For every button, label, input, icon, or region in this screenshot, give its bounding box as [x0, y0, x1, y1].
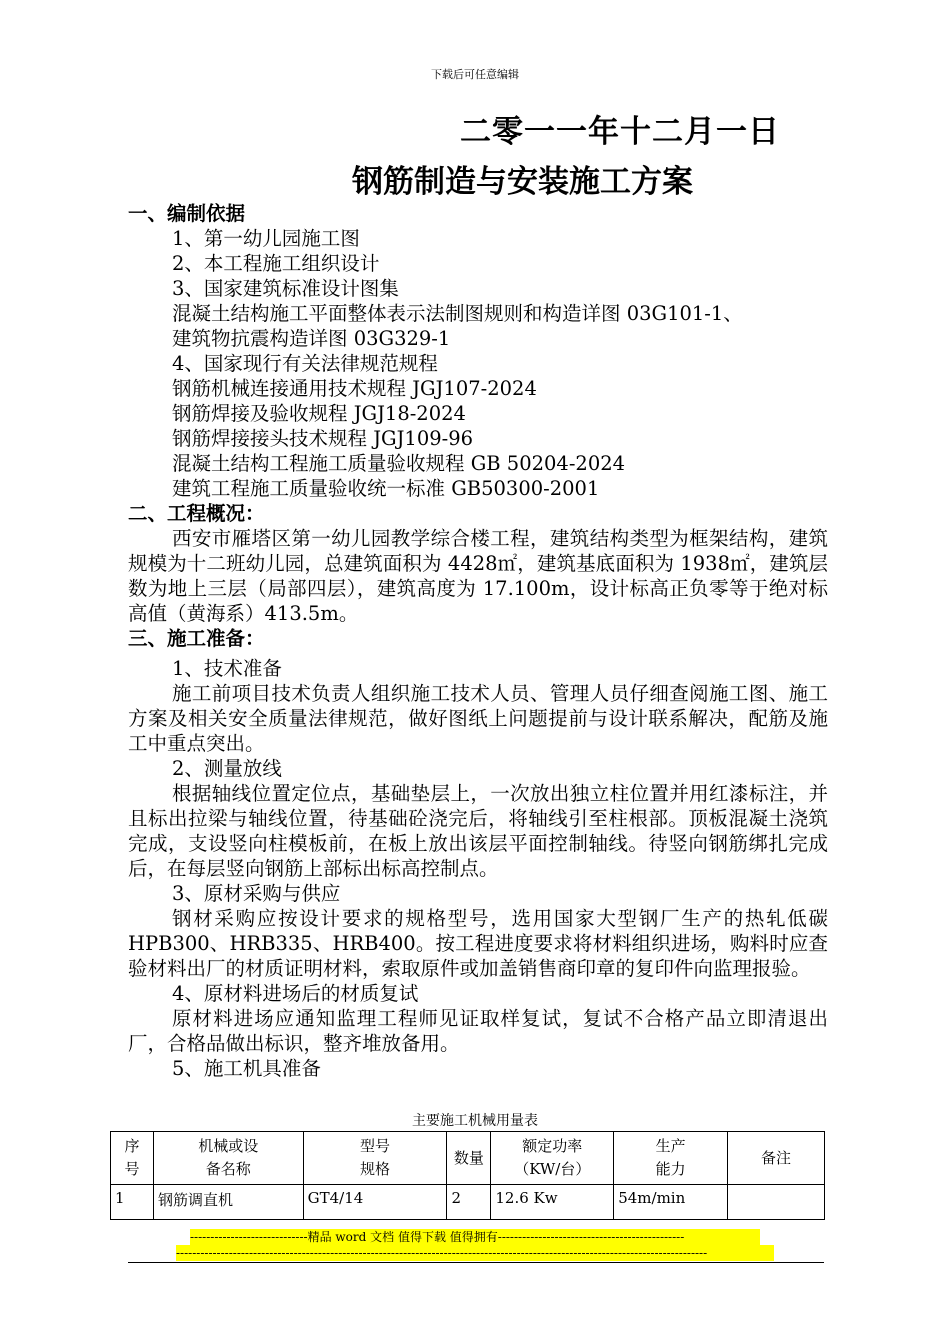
- table-cell: 12.6 Kw: [491, 1185, 614, 1220]
- section-heading-basis: 一、编制依据: [128, 202, 246, 225]
- table-cell: 54m/min: [614, 1185, 728, 1220]
- header-text: 序 号: [124, 1137, 140, 1178]
- footer-dash-line: -----------------------------------------------------------------------------------------------------------------------------------: [176, 1245, 774, 1261]
- header-text: 备注: [761, 1148, 792, 1167]
- table-caption: 主要施工机械用量表: [412, 1113, 538, 1129]
- basis-line: 建筑工程施工质量验收统一标准 GB50300-2001: [172, 477, 600, 500]
- bottom-rule: [128, 1262, 824, 1263]
- header-text: 额定功率 （KW/台）: [514, 1137, 591, 1178]
- header-text: 生产 能力: [655, 1137, 686, 1178]
- header-text: 型号 规格: [360, 1137, 391, 1178]
- table-cell: 钢筋调直机: [153, 1185, 303, 1220]
- table-cell: 2: [447, 1185, 491, 1220]
- subheading-retest: 4、原材料进场后的材质复试: [172, 982, 419, 1005]
- table-header-cell: [303, 1132, 447, 1185]
- technical-paragraph: 施工前项目技术负责人组织施工技术人员、管理人员仔细查阅施工图、施工方案及相关安全质量法律规范，做好图纸上问题提前与设计联系解决，配筋及施工中重点突出。: [128, 682, 828, 755]
- retest-paragraph: 原材料进场应通知监理工程师见证取样复试，复试不合格产品立即清退出厂，合格品做出标识，整齐堆放备用。: [128, 1007, 828, 1055]
- machinery-table: [110, 1131, 825, 1220]
- table-header-cell: [153, 1132, 303, 1185]
- document-body: [128, 201, 828, 1081]
- table-cell: GT4/14: [303, 1185, 447, 1220]
- document-title: 钢筋制造与安装施工方案: [352, 164, 693, 200]
- procurement-paragraph: 钢材采购应按设计要求的规格型号，选用国家大型钢厂生产的热轧低碳 HPB300、HRB335、HRB400。按工程进度要求将材料组织进场，购料时应查验材料出厂的材质证明材料，索取原件或加盖销售商印章的复印件向监理报验。: [128, 907, 828, 980]
- survey-paragraph: 根据轴线位置定位点，基础垫层上，一次放出独立柱位置并用红漆标注，并且标出拉梁与轴线位置，待基础砼浇完后，将轴线引至柱根部。顶板混凝土浇筑完成，支设竖向柱模板前，在板上放出该层平面控制轴线。待竖向钢筋绑扎完成后，在每层竖向钢筋上部标出标高控制点。: [128, 782, 828, 880]
- basis-line: 1、第一幼儿园施工图: [172, 227, 360, 250]
- table-header-cell: [491, 1132, 614, 1185]
- header-text: 机械或设 备名称: [198, 1137, 259, 1178]
- subheading-survey: 2、测量放线: [172, 757, 282, 780]
- subheading-technical: 1、技术准备: [172, 657, 282, 680]
- table-row: [111, 1185, 825, 1220]
- page-footer: [176, 1229, 774, 1261]
- date-title: 二零一一年十二月一日: [460, 114, 780, 150]
- basis-line: 2、本工程施工组织设计: [172, 252, 380, 275]
- table-cell: 1: [111, 1185, 154, 1220]
- basis-line: 钢筋焊接及验收规程 JGJ18-2024: [172, 402, 466, 425]
- basis-line: 混凝土结构工程施工质量验收规程 GB 50204-2024: [172, 452, 626, 475]
- section-heading-preparation: 三、施工准备：: [128, 627, 265, 650]
- table-header-cell: [111, 1132, 154, 1185]
- section-heading-overview: 二、工程概况：: [128, 502, 265, 525]
- table-cell: [728, 1185, 825, 1220]
- page-header-note: 下载后可任意编辑: [431, 68, 519, 81]
- footer-banner: -----------------------------精品 word 文档 值得下载 值得拥有----------------------------------------------: [190, 1229, 760, 1245]
- subheading-procurement: 3、原材采购与供应: [172, 882, 341, 905]
- table-header-row: [111, 1132, 825, 1185]
- table-header-cell: [728, 1132, 825, 1185]
- basis-line: 钢筋焊接接头技术规程 JGJ109-96: [172, 427, 474, 450]
- table-header-cell: [447, 1132, 491, 1185]
- basis-line: 混凝土结构施工平面整体表示法制图规则和构造详图 03G101-1、: [172, 302, 743, 325]
- subheading-machinery: 5、施工机具准备: [172, 1057, 321, 1080]
- basis-line: 钢筋机械连接通用技术规程 JGJ107-2024: [172, 377, 537, 400]
- basis-line: 3、国家建筑标准设计图集: [172, 277, 399, 300]
- overview-paragraph: 西安市雁塔区第一幼儿园教学综合楼工程，建筑结构类型为框架结构，建筑规模为十二班幼儿园，总建筑面积为 4428㎡，建筑基底面积为 1938㎡，建筑层数为地上三层（局部四层），建筑高度为 17.100m，设计标高正负零等于绝对标高值（黄海系）413.5m。: [128, 527, 828, 625]
- table-header-cell: [614, 1132, 728, 1185]
- header-text: 数量: [453, 1148, 484, 1167]
- basis-line: 建筑物抗震构造详图 03G329-1: [172, 327, 451, 350]
- basis-line: 4、国家现行有关法律规范规程: [172, 352, 438, 375]
